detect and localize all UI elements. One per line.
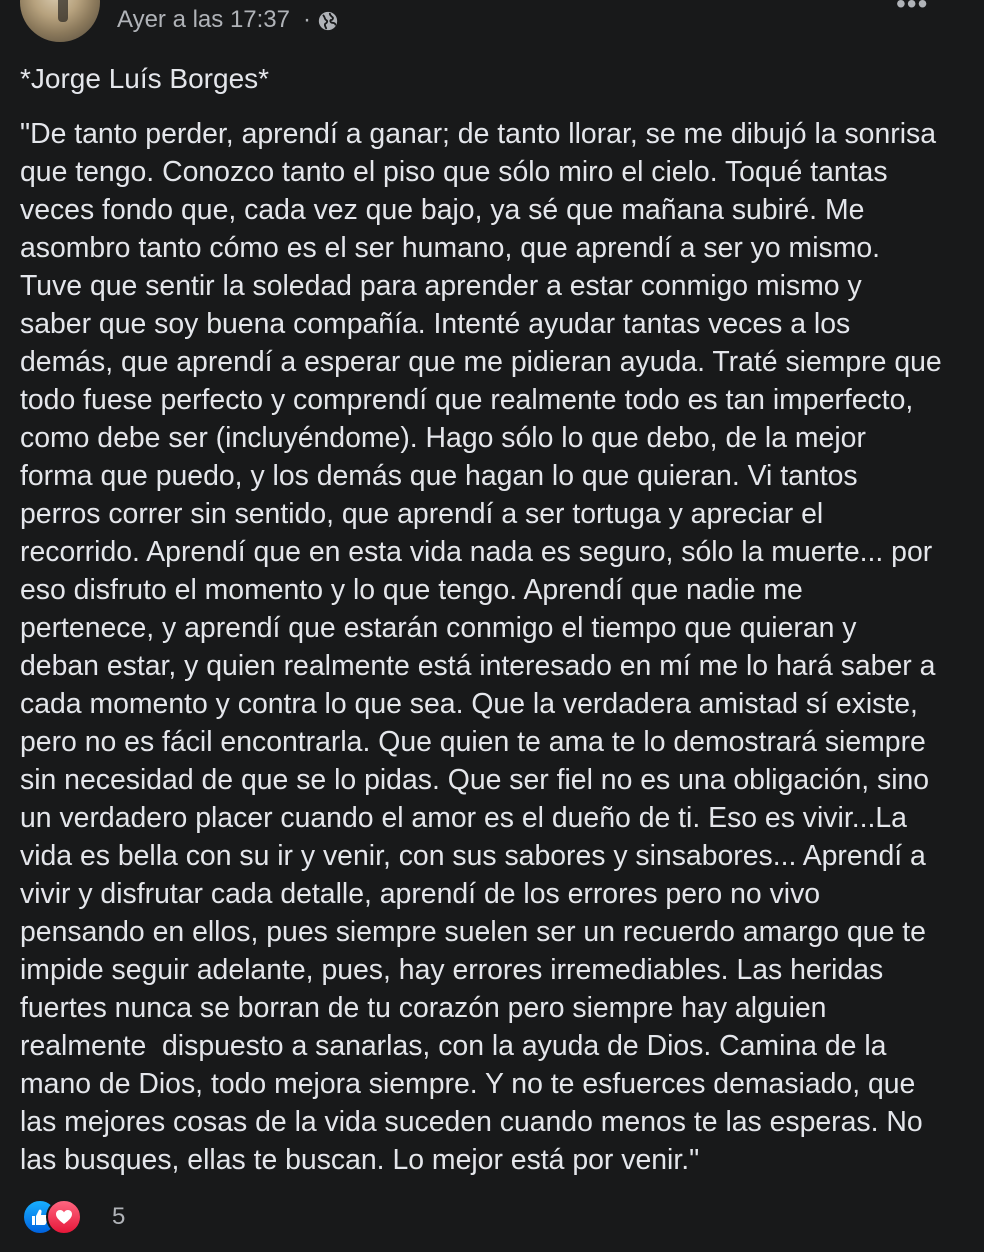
post-body-line: deban estar, y quien realmente está interesado en mí me lo hará saber a	[20, 650, 936, 682]
post-body-line: forma que puedo, y los demás que hagan lo que quieran. Vi tantos	[20, 460, 858, 492]
post-body-line: pensando en ellos, pues siempre suelen ser un recuerdo amargo que te	[20, 916, 926, 948]
post-body-line: como debe ser (incluyéndome). Hago sólo lo que debo, de la mejor	[20, 422, 866, 454]
post-timestamp[interactable]: Ayer a las 17:37	[117, 6, 291, 33]
post-body-line: pertenece, y aprendí que estarán conmigo el tiempo que quieran y	[20, 612, 857, 644]
quote-author: *Jorge Luís Borges*	[20, 63, 270, 94]
post-body-line: mano de Dios, todo mejora siempre. Y no te esfuerces demasiado, que	[20, 1068, 916, 1100]
post-body-line: las busques, ellas te buscan. Lo mejor está por venir."	[20, 1144, 700, 1176]
post-body-line: veces fondo que, cada vez que bajo, ya sé que mañana subiré. Me	[20, 194, 865, 226]
love-icon	[46, 1199, 82, 1235]
post-body-line: pero no es fácil encontrarla. Que quien te ama te lo demostrará siempre	[20, 726, 926, 758]
post-body-line: vivir y disfrutar cada detalle, aprendí de los errores pero no vivo	[20, 878, 821, 910]
reaction-count[interactable]: 5	[112, 1203, 126, 1230]
post-body-line: asombro tanto cómo es el ser humano, que aprendí a ser yo mismo.	[20, 232, 881, 264]
post-body-line: perros correr sin sentido, que aprendí a ser tortuga y apreciar el	[20, 498, 824, 530]
post-body-line: las mejores cosas de la vida suceden cuando menos te las esperas. No	[20, 1106, 923, 1138]
post-header	[0, 0, 984, 48]
post-body-line: "De tanto perder, aprendí a ganar; de tanto llorar, se me dibujó la sonrisa	[20, 118, 936, 150]
post-body-line: eso disfruto el momento y lo que tengo. Aprendí que nadie me	[20, 574, 803, 606]
post-body-line: que tengo. Conozco tanto el piso que sólo miro el cielo. Toqué tantas	[20, 156, 888, 188]
post-body-line: saber que soy buena compañía. Intenté ayudar tantas veces a los	[20, 308, 851, 340]
post-body-line: demás, que aprendí a esperar que me pidieran ayuda. Traté siempre que	[20, 346, 942, 378]
separator-dot: ·	[303, 6, 311, 33]
post-body-line: recorrido. Aprendí que en esta vida nada es seguro, sólo la muerte... por	[20, 536, 933, 568]
avatar[interactable]	[20, 0, 100, 42]
post-body-line: impide seguir adelante, pues, hay errores irremediables. Las heridas	[20, 954, 884, 986]
globe-icon[interactable]	[317, 10, 339, 32]
reactions-summary[interactable]	[22, 1199, 222, 1239]
ellipsis-icon[interactable]: •••	[896, 0, 929, 19]
post-body-line: un verdadero placer cuando el amor es el dueño de ti. Eso es vivir...La	[20, 802, 907, 834]
post-body-line: fuertes nunca se borran de tu corazón pero siempre hay alguien	[20, 992, 827, 1024]
post-body-text	[20, 115, 964, 1179]
post-body-line: cada momento y contra lo que sea. Que la verdadera amistad sí existe,	[20, 688, 918, 720]
post-body-line: vida es bella con su ir y venir, con sus sabores y sinsabores... Aprendí a	[20, 840, 926, 872]
post-body-line: todo fuese perfecto y comprendí que realmente todo es tan imperfecto,	[20, 384, 914, 416]
post-body-line: realmente dispuesto a sanarlas, con la ayuda de Dios. Camina de la	[20, 1030, 887, 1062]
post-body-line: sin necesidad de que se lo pidas. Que ser fiel no es una obligación, sino	[20, 764, 930, 796]
post-body-line: Tuve que sentir la soledad para aprender a estar conmigo mismo y	[20, 270, 862, 302]
